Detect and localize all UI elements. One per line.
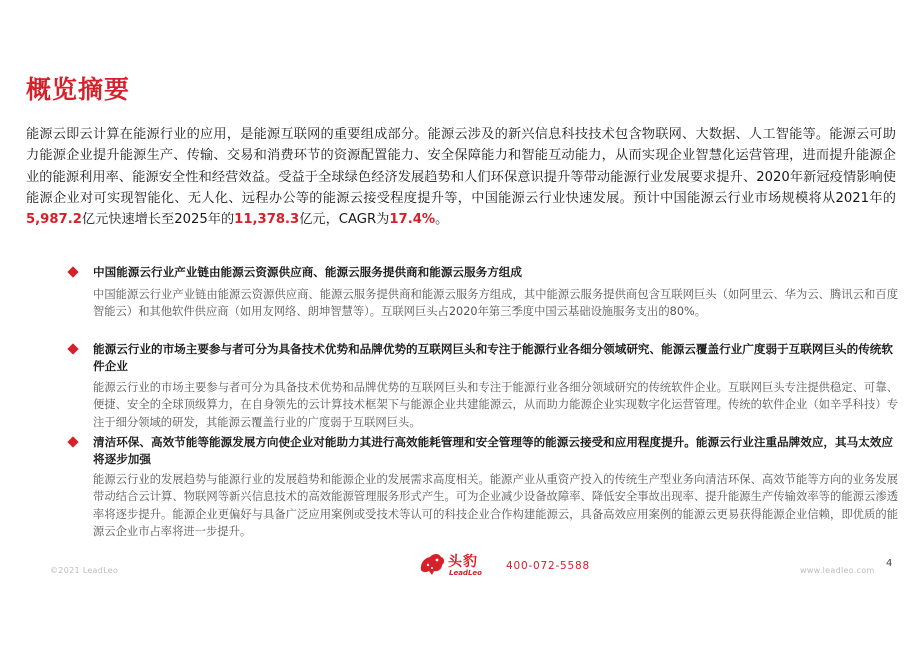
website-link[interactable]: www.leadleo.com [800,566,875,575]
market-size-2025-value: 11,378.3 [234,212,300,228]
section-3-body: 能源云行业的发展趋势与能源行业的发展趋势和能源企业的发展需求高度相关。能源产业从重资产投入的传统生产型业务向清洁环保、高效节能等方向的业务发展带动结合云计算、物联网等新兴信息技术的高效能源管理服务形式产生。可为企业减少设备故障率、降低安全事故出现率、提升能源生产传输效率等的能源云渗透率将逐步提升。能源企业更偏好与具备广泛应用案例或受技术等认可的科技企业合作构建能源云，具备高效应用案例的能源云更易获得能源企业信赖，即优质的能源云企业市占率将进一步提升。 [93,473,898,538]
leadleo-logo [418,550,498,580]
intro-text-4: 。 [435,212,449,228]
page-number: 4 [886,558,893,569]
diamond-bullet-icon [67,436,78,447]
section-1-body: 中国能源云行业产业链由能源云资源供应商、能源云服务提供商和能源云服务方组成，其中能源云服务提供商包含互联网巨头（如阿里云、华为云、腾讯云和百度智能云）和其他软件供应商（如用友网络、朗坤智慧等）。互联网巨头占2020年第三季度中国云基础设施服务支出的80%。 [93,288,898,319]
logo-chinese-name: 头豹 [448,554,478,570]
market-size-2021-value: 5,987.2 [26,212,82,228]
section-2-body: 能源云行业的市场主要参与者可分为具备技术优势和品牌优势的互联网巨头和专注于能源行业各细分领域研究的传统软件企业。互联网巨头专注提供稳定、可靠、便捷、安全的全球顶级算力，在自身领先的云计算技术框架下与能源企业共建能源云，从而助力能源企业实现数字化运营管理。传统的软件企业（如辛孚科技）专注于细分领域的研发，其能源云覆盖行业的广度弱于互联网巨头。 [93,381,898,429]
intro-text-3: 亿元，CAGR为 [299,212,390,228]
section-3-heading-text: 清洁环保、高效节能等能源发展方向使企业对能助力其进行高效能耗管理和安全管理等的能源云接受和应用程度提升。能源云行业注重品牌效应，其马太效应将逐步加强 [93,435,893,466]
page-title: 概览摘要 [26,75,131,104]
cagr-value: 17.4% [389,212,436,228]
section-2-heading [93,341,898,375]
diamond-bullet-icon [67,266,78,277]
leopard-logo-icon [418,550,446,578]
section-1-heading [93,264,898,281]
section-3-heading [93,434,898,468]
intro-text-2: 亿元快速增长至2025年的 [81,212,235,228]
intro-paragraph [26,124,896,230]
copyright-text: ©2021 LeadLeo [50,566,119,575]
section-1-heading-text: 中国能源云行业产业链由能源云资源供应商、能源云服务提供商和能源云服务方组成 [93,265,522,279]
phone-number: 400-072-5588 [506,560,590,572]
logo-english-name: LeadLeo [449,569,482,577]
diamond-bullet-icon [67,343,78,354]
intro-text-1: 能源云即云计算在能源行业的应用，是能源互联网的重要组成部分。能源云涉及的新兴信息科技技术包含物联网、大数据、人工智能等。能源云可助力能源企业提升能源生产、传输、交易和消费环节的资源配置能力、安全保障能力和智能互动能力，从而实现企业智慧化运营管理，进而提升能源企业的能源利用率、能源安全性和经营效益。受益于全球绿色经济发展趋势和人们环保意识提升等带动能源行业发展要求提升、2020年新冠疫情影响使能源企业对可实现智能化、无人化、远程办公等的能源云接受程度提升等，中国能源云行业快速发展。预计中国能源云行业市场规模将从2021年的 [26,127,896,206]
section-2-heading-text: 能源云行业的市场主要参与者可分为具备技术优势和品牌优势的互联网巨头和专注于能源行业各细分领域研究、能源云覆盖行业广度弱于互联网巨头的传统软件企业 [93,342,893,373]
